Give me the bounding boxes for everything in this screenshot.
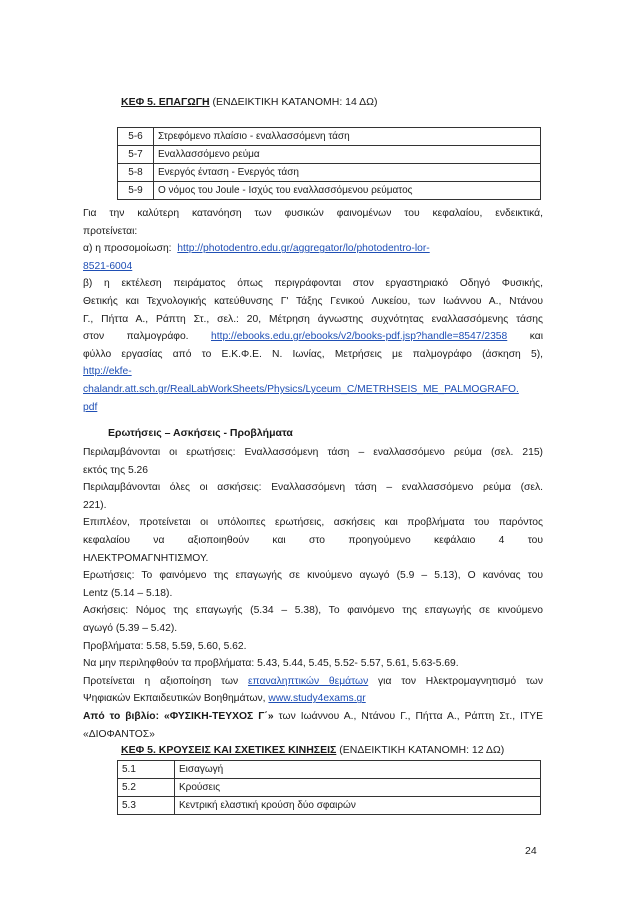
ebooks-link[interactable]: http://ebooks.edu.gr/ebooks/v2/books-pdf.jsp?handle=8547/2358: [211, 331, 508, 343]
text-line: ΗΛΕΚΤΡΟΜΑΓΝΗΤΙΣΜΟΥ.: [83, 552, 209, 564]
text-line: αγωγό (5.39 – 5.42).: [83, 622, 178, 634]
row-label: Εναλλασσόμενο ρεύμα: [154, 146, 541, 164]
text-line: [83, 240, 543, 258]
text-line: Περιλαμβάνονται όλες οι ασκήσεις: Εναλλασσόμενη τάση – εναλλασσόμενο ρεύμα (σελ.: [83, 482, 543, 494]
row-number: 5-7: [118, 146, 154, 164]
suggestions-paragraph: [83, 205, 543, 416]
text-line: κεφαλαίου να αξιοποιηθούν και στο προηγούμενο κεφάλαιο 4 του: [83, 534, 543, 546]
row-label: Εισαγωγή: [175, 761, 541, 779]
ekfe-link[interactable]: http://ekfe-: [83, 366, 132, 378]
text-line: Θετικής και Τεχνολογικής κατεύθυνσης Γ' Τάξης Γενικού Λυκείου, των Ιωάννου Α., Ντάνου: [83, 295, 543, 307]
text-line: «ΔΙΟΦΑΝΤΟΣ»: [83, 728, 155, 740]
review-topics-link[interactable]: επαναληπτικών θεμάτων: [247, 675, 369, 687]
row-number: 5.3: [118, 797, 175, 815]
text-line: Για την καλύτερη κατανόηση των φυσικών φαινομένων του κεφαλαίου, ενδεικτικά,: [83, 208, 543, 219]
text-fragment: για τον Ηλεκτρομαγνητισμό των: [378, 675, 543, 687]
text-fragment: στον παλμογράφο.: [83, 331, 189, 343]
row-number: 5.2: [118, 779, 175, 797]
page-number: 24: [525, 845, 537, 857]
section-title: ΚΕΦ 5. ΚΡΟΥΣΕΙΣ ΚΑΙ ΣΧΕΤΙΚΕΣ ΚΙΝΗΣΕΙΣ: [121, 744, 337, 756]
text-line: Περιλαμβάνονται οι ερωτήσεις: Εναλλασσόμενη τάση – εναλλασσόμενο ρεύμα (σελ. 215): [83, 447, 543, 458]
table-row: [118, 797, 541, 815]
simulation-link-cont[interactable]: 8521-6004: [83, 260, 133, 272]
induction-topics-table: [117, 127, 541, 200]
section-note: (ΕΝΔΕΙΚΤΙΚΗ ΚΑΤΑΝΟΜΗ: 14 ΔΩ): [212, 96, 378, 108]
text-line: Ερωτήσεις: Το φαινόμενο της επαγωγής σε κινούμενο αγωγό (5.9 – 5.13), Ο κανόνας του: [83, 570, 543, 582]
book-title: Από το βιβλίο: «ΦΥΣΙΚΗ-ΤΕΥΧΟΣ Γ΄»: [83, 710, 274, 722]
text-fragment: και: [529, 331, 543, 343]
text-line: [83, 381, 543, 399]
table-row: [118, 164, 541, 182]
text-fragment: Ψηφιακών Εκπαιδευτικών Βοηθημάτων,: [83, 693, 266, 705]
text-line: [83, 258, 543, 276]
questions-paragraph: [83, 444, 543, 743]
table-row: [118, 146, 541, 164]
text-line: β) η εκτέλεση πειράματος όπως περιγράφονται στον εργαστηριακό Οδηγό Φυσικής,: [83, 278, 543, 290]
text-line: [83, 363, 543, 381]
section-title: ΚΕΦ 5. ΕΠΑΓΩΓΗ: [121, 96, 210, 108]
text-line: Επιπλέον, προτείνεται οι υπόλοιπες ερωτήσεις, ασκήσεις και προβλήματα του παρόντος: [83, 517, 543, 529]
ekfe-link-end[interactable]: pdf: [83, 401, 98, 413]
text-line: προτείνεται:: [83, 225, 138, 237]
text-line: 221).: [83, 499, 107, 511]
text-line: [83, 328, 543, 346]
row-number: 5-8: [118, 164, 154, 182]
text-line: [83, 708, 543, 726]
row-label: Ενεργός ένταση - Ενεργός τάση: [154, 164, 541, 182]
section-heading-collisions: [121, 744, 504, 756]
text-line: [83, 399, 543, 417]
row-label: Ο νόμος του Joule - Ισχύς του εναλλασσόμενου ρεύματος: [154, 182, 541, 200]
text-line: Να μην περιληφθούν τα προβλήματα: 5.43, 5.44, 5.45, 5.52- 5.57, 5.61, 5.63-5.69.: [83, 658, 459, 670]
text-line: Ασκήσεις: Νόμος της επαγωγής (5.34 – 5.38), Το φαινόμενο της επαγωγής σε κινούμενο: [83, 605, 543, 617]
table-row: [118, 128, 541, 146]
text-line: φύλλο εργασίας από το Ε.Κ.Φ.Ε. Ν. Ιωνίας, Μετρήσεις με παλμογράφο (άσκηση 5),: [83, 348, 543, 360]
section-heading-induction: [121, 96, 378, 108]
text-line: [83, 690, 543, 708]
text-line: εκτός της 5.26: [83, 464, 149, 476]
table-row: [118, 182, 541, 200]
section-note: (ΕΝΔΕΙΚΤΙΚΗ ΚΑΤΑΝΟΜΗ: 12 ΔΩ): [339, 744, 505, 756]
text-fragment: Προτείνεται η αξιοποίηση των: [83, 675, 239, 687]
text-fragment: των Ιωάννου Α., Ντάνου Γ., Πήττα Α., Ράπτη Στ., ΙΤΥΕ: [278, 710, 543, 722]
text-line: Προβλήματα: 5.58, 5.59, 5.60, 5.62.: [83, 640, 247, 652]
row-label: Κρούσεις: [175, 779, 541, 797]
questions-subheading: Ερωτήσεις – Ασκήσεις - Προβλήματα: [108, 427, 293, 439]
simulation-link[interactable]: http://photodentro.edu.gr/aggregator/lo/photodentro-lor-: [177, 243, 430, 255]
text-line: Lentz (5.14 – 5.18).: [83, 587, 173, 599]
row-number: 5-9: [118, 182, 154, 200]
row-label: Στρεφόμενο πλαίσιο - εναλλασσόμενη τάση: [154, 128, 541, 146]
text-fragment: α) η προσομοίωση:: [83, 243, 172, 255]
ekfe-link-cont[interactable]: chalandr.att.sch.gr/RealLabWorkSheets/Physics/Lyceum_C/METRHSEIS_ME_PALMOGRAFO.: [83, 383, 519, 395]
text-line: Γ., Πήττα Α., Ράπτη Στ., σελ.: 20, Μέτρηση άγνωστης συχνότητας εναλλασσόμενης τάσης: [83, 313, 543, 325]
row-number: 5.1: [118, 761, 175, 779]
table-row: [118, 779, 541, 797]
row-number: 5-6: [118, 128, 154, 146]
row-label: Κεντρική ελαστική κρούση δύο σφαιρών: [175, 797, 541, 815]
collisions-topics-table: [117, 760, 541, 815]
study4exams-link[interactable]: www.study4exams.gr: [268, 693, 366, 705]
text-line: [83, 673, 543, 691]
table-row: [118, 761, 541, 779]
